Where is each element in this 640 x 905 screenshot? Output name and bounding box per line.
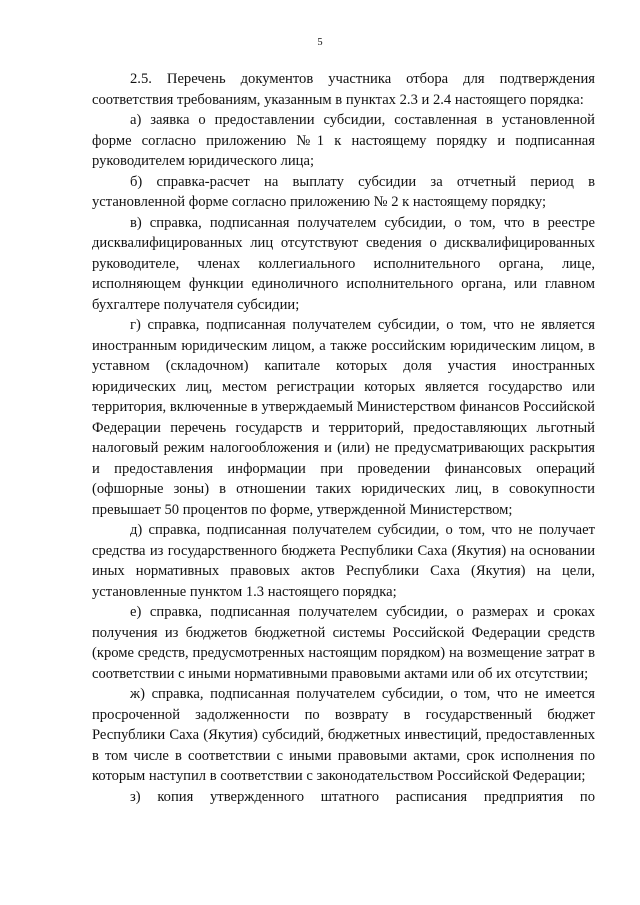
paragraph-item-b: б) справка-расчет на выплату субсидии за отчетный период в установленной форме согласно приложению № 2 к настоящему порядку; — [92, 173, 595, 210]
document-body — [92, 69, 595, 807]
page-number: 5 — [317, 37, 323, 48]
paragraph-item-z: з) копия утвержденного штатного расписания предприятия по — [130, 788, 595, 805]
paragraph-item-e: е) справка, подписанная получателем субсидии, о размерах и сроках получения из бюджетов бюджетной системы Российской Федерации средств (кроме средств, предусмотренных настоящим порядком) на возмещение затрат в соответствии с иными нормативными правовыми актами или об их отсутствии; — [92, 604, 595, 682]
paragraph-item-a: а) заявка о предоставлении субсидии, составленная в установленной форме согласно приложению №1 к настоящему порядку и подписанная руководителем юридического лица; — [92, 112, 595, 169]
paragraph-item-g: г) справка, подписанная получателем субсидии, о том, что не является иностранным юридическим лицом, а также российским юридическим лицом, в уставном (складочном) капитале которых доля участия иностранных юридических лиц, местом регистрации которых является государство или территория, включенные в утверждаемый Министерством финансов Российской Федерации перечень государств и территорий, предоставляющих льготный налоговый режим налогообложения и (или) не предусматривающих раскрытия и предоставления информации при проведении финансовых операций (офшорные зоны) в отношении таких юридических лиц, в совокупности превышает 50 процентов по форме, утвержденной Министерством; — [92, 317, 595, 518]
paragraph-item-v: в) справка, подписанная получателем субсидии, о том, что в реестре дисквалифицированных лиц отсутствуют сведения о дисквалифицированных руководителе, членах коллегиального исполнительного органа, лице, исполняющем функции единоличного исполнительного органа, или главном бухгалтере получателя субсидии; — [92, 214, 595, 313]
paragraph-item-zh: ж) справка, подписанная получателем субсидии, о том, что не имеется просроченной задолженности по возврату в государственный бюджет Республики Саха (Якутия) субсидий, бюджетных инвестиций, предоставленных в том числе в соответствии с иными правовыми актами, срок исполнения по которым наступил в соответствии с законодательством Российской Федерации; — [92, 686, 595, 784]
paragraph-item-d: д) справка, подписанная получателем субсидии, о том, что не получает средства из государственного бюджета Республики Саха (Якутия) на основании иных нормативных правовых актов Республики Саха (Якутия) на цели, установленные пунктом 1.3 настоящего порядка; — [92, 522, 595, 600]
paragraph-2-5: 2.5. Перечень документов участника отбора для подтверждения соответствия требованиям, указанным в пунктах 2.3 и 2.4 настоящего порядка: — [92, 71, 595, 108]
